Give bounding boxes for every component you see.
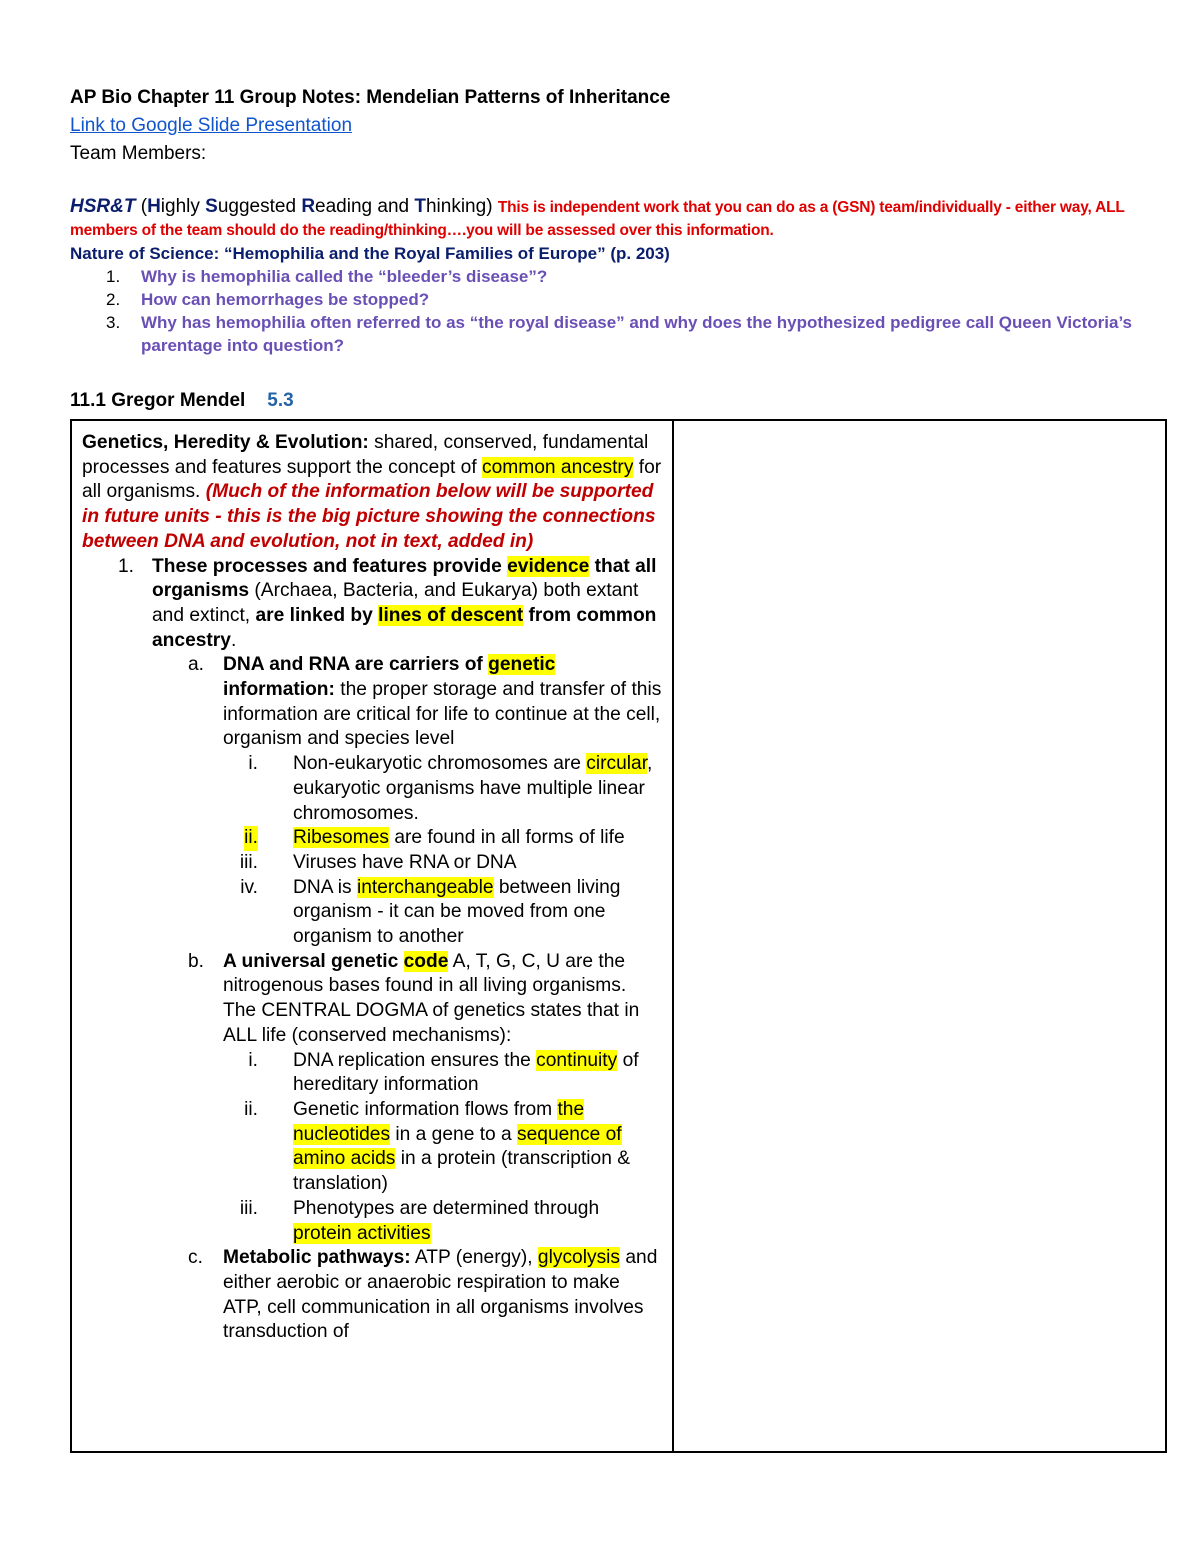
list-item: iii. Phenotypes are determined through protein activities	[239, 1197, 600, 1244]
hsr-heading: HSR&T (Highly Suggested Reading and Thinking)	[70, 196, 498, 217]
google-slide-link[interactable]: Link to Google Slide Presentation	[70, 115, 353, 136]
notes-cell[interactable]	[71, 420, 673, 1452]
list-item: 2. How can hemorrhages be stopped?	[106, 290, 430, 309]
answer-cell[interactable]	[673, 420, 1166, 1452]
nature-of-science-heading: Nature of Science: “Hemophilia and the Royal Families of Europe” (p. 203)	[70, 244, 670, 263]
list-item: 1. Why is hemophilia called the “bleeder’s disease”?	[106, 267, 548, 286]
list-item: iv. DNA is interchangeable between living organism - it can be moved from one organism to another	[240, 876, 621, 948]
document-title: AP Bio Chapter 11 Group Notes: Mendelian Patterns of Inheritance	[70, 87, 671, 108]
hsr-block	[70, 196, 1168, 242]
list-item: c. Metabolic pathways: ATP (energy), glycolysis and either aerobic or anaerobic respiration to make ATP, cell communication in all organisms involves transduction of	[188, 1247, 658, 1343]
list-item: iii. Viruses have RNA or DNA	[239, 851, 517, 873]
standard-number: 5.3	[267, 390, 294, 411]
list-item: ii. Genetic information flows from the nucleotides in a gene to a sequence of amino acids in a protein (transcription & translation)	[244, 1098, 631, 1195]
team-members-label: Team Members:	[70, 143, 207, 164]
section-heading: 11.1 Gregor Mendel 5.3	[70, 390, 294, 411]
question-list	[70, 265, 1168, 357]
hsr-note: This is independent work that you can do as a (GSN) team/individually - either way, ALL members of the team should do the reading/thinking….you will be assessed over this information.	[70, 199, 1125, 239]
list-item: a. DNA and RNA are carriers of genetic information: the proper storage and transfer of this information are critical for life to continue at the cell, organism and species level	[188, 654, 662, 750]
notes-table	[70, 419, 1167, 1453]
list-item: i. DNA replication ensures the continuity of hereditary information	[248, 1049, 639, 1096]
document-page	[70, 84, 1168, 415]
list-item: b. A universal genetic code A, T, G, C, U are the nitrogenous bases found in all living organisms. The CENTRAL DOGMA of genetics states that in ALL life (conserved mechanisms):	[188, 950, 640, 1046]
list-item: 3. Why has hemophilia often referred to as “the royal disease” and why does the hypothesized pedigree call Queen Victoria’s parentage into question?	[106, 313, 1132, 355]
list-item: 1. These processes and features provide evidence that all organisms (Archaea, Bacteria, and Eukarya) both extant and extinct, are linked by lines of descent from common ancestry.	[118, 555, 657, 651]
list-item: ii. Ribesomes are found in all forms of life	[82, 826, 662, 851]
list-item: i. Non-eukaryotic chromosomes are circular, eukaryotic organisms have multiple linear chromosomes.	[248, 753, 653, 824]
intro-paragraph: Genetics, Heredity & Evolution: shared, conserved, fundamental processes and features support the concept of common ancestry for all organisms. (Much of the information below will be supported in future units - this is the big picture showing the connections between DNA and evolution, not in text, added in)	[82, 432, 662, 552]
